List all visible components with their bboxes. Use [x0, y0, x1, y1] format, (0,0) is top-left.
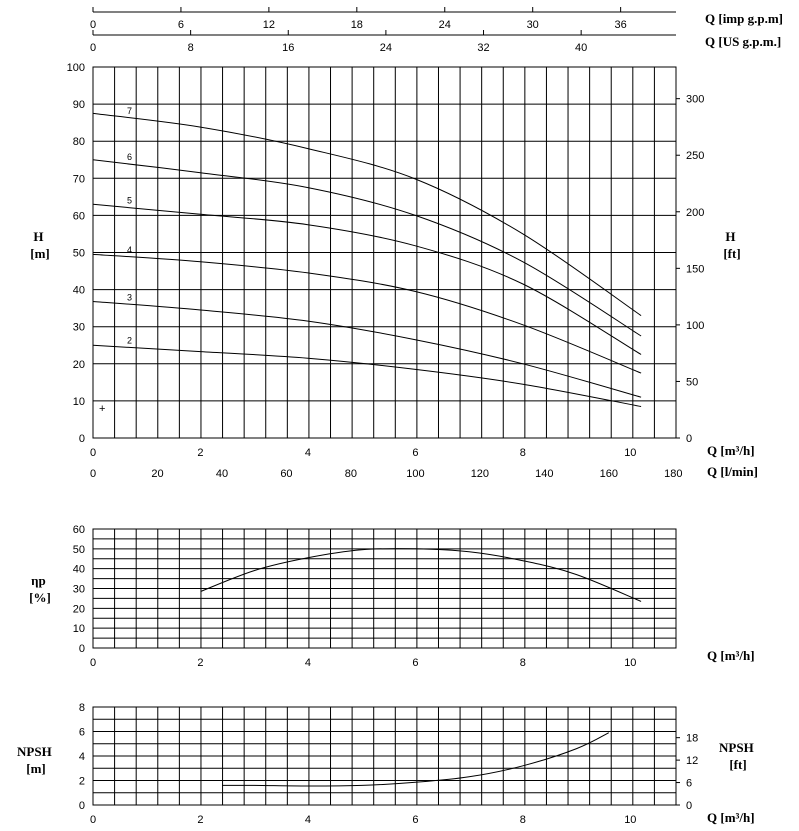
us-gpm-ticks [90, 30, 587, 54]
head-curve-label-3: 3 [127, 292, 133, 303]
npsh-flow-tick-label: 4 [304, 814, 311, 826]
efficiency-flow-tick-label: 2 [197, 657, 204, 669]
head-m-label-symbol: H [33, 229, 44, 244]
npsh-ft-axis-label [719, 740, 757, 772]
imp-gpm-tick-label: 12 [262, 19, 276, 31]
head-curve-label-7: 7 [127, 106, 133, 117]
npsh-flow-tick-label: 2 [197, 814, 204, 826]
head-curve-label-5: 5 [127, 195, 133, 206]
head-ft-tick-label: 0 [686, 433, 693, 445]
npsh-chart [17, 702, 757, 826]
start-marker: + [99, 403, 106, 415]
head-m3h-tick-label: 2 [197, 447, 204, 459]
head-m-tick-label: 90 [72, 99, 85, 112]
head-flow-lmin-axis-label: Q [l/min] [707, 464, 758, 479]
top-flow-axes [90, 7, 783, 54]
efficiency-chart-grid [93, 529, 676, 648]
head-ft-label-unit: [ft] [723, 246, 741, 261]
npsh-m-axis-label [17, 744, 55, 776]
efficiency-tick-label: 0 [78, 643, 85, 655]
efficiency-tick-label: 60 [72, 524, 85, 536]
head-curve-label-6: 6 [127, 152, 133, 163]
efficiency-flow-tick-label: 8 [519, 657, 526, 669]
npsh-ft-tick-label: 0 [686, 800, 693, 812]
head-lmin-tick-label: 40 [215, 468, 229, 480]
head-lmin-tick-label: 100 [406, 468, 425, 480]
head-m-tick-label: 30 [72, 321, 85, 334]
head-m-tick-label: 80 [72, 136, 85, 149]
npsh-chart-ticks [79, 702, 698, 826]
npsh-ft-tick-label: 18 [686, 732, 699, 745]
efficiency-tick-label: 30 [72, 583, 85, 596]
npsh-ft-label-symbol: NPSH [719, 740, 754, 755]
efficiency-flow-axis-label: Q [m³/h] [707, 648, 755, 663]
head-lmin-tick-label: 140 [535, 468, 554, 480]
imp-gpm-tick-label: 24 [438, 19, 451, 31]
efficiency-tick-label: 20 [72, 603, 85, 616]
head-ft-tick-label: 300 [686, 93, 705, 106]
imp-gpm-tick-label: 6 [177, 19, 185, 31]
head-m-tick-label: 100 [66, 62, 85, 74]
efficiency-label-symbol: ηp [31, 573, 46, 588]
npsh-m-tick-label: 4 [78, 751, 85, 763]
head-chart-ticks [67, 62, 705, 480]
imp-gpm-tick-label: 18 [350, 19, 363, 31]
npsh-m-label-unit: [m] [26, 761, 46, 776]
head-ft-tick-label: 200 [686, 206, 705, 219]
npsh-m-tick-label: 2 [78, 775, 85, 788]
head-ft-tick-label: 250 [686, 150, 705, 163]
npsh-chart-grid [93, 707, 676, 805]
npsh-m-tick-label: 0 [78, 800, 85, 812]
head-curves [93, 106, 641, 406]
imp-gpm-tick-label: 0 [89, 19, 97, 31]
imp-gpm-ticks [90, 7, 627, 31]
efficiency-label-unit: [%] [29, 590, 51, 605]
us-gpm-tick-label: 24 [379, 42, 393, 54]
us-gpm-axis-label: Q [US g.p.m.] [705, 34, 782, 49]
head-lmin-tick-label: 80 [344, 468, 358, 480]
npsh-m-label-symbol: NPSH [17, 744, 52, 759]
efficiency-curve-line [201, 549, 642, 602]
head-curve-label-2: 2 [127, 335, 133, 346]
head-m-tick-label: 10 [72, 395, 85, 408]
head-curve-stages-6 [93, 160, 641, 336]
head-m3h-tick-label: 0 [89, 447, 97, 459]
head-curve-stages-4 [93, 254, 641, 373]
head-lmin-tick-label: 0 [89, 468, 97, 480]
head-curve-stages-2 [93, 345, 641, 406]
npsh-flow-tick-label: 8 [519, 814, 526, 826]
npsh-m-tick-label: 8 [78, 702, 85, 714]
head-m-tick-label: 20 [72, 358, 85, 371]
head-m-tick-label: 0 [78, 433, 85, 445]
head-m3h-tick-label: 8 [519, 447, 526, 459]
head-ft-tick-label: 50 [686, 376, 699, 389]
head-m-tick-label: 50 [72, 247, 85, 260]
efficiency-flow-tick-label: 6 [412, 657, 419, 669]
efficiency-flow-tick-label: 4 [304, 657, 311, 669]
efficiency-axis-label [29, 573, 51, 605]
head-m-tick-label: 40 [72, 284, 85, 297]
head-ft-tick-label: 150 [686, 263, 705, 276]
head-ft-axis-label [723, 229, 740, 261]
us-gpm-tick-label: 32 [477, 42, 490, 54]
head-chart [30, 62, 758, 480]
head-curve-stages-3 [93, 302, 641, 398]
imp-gpm-axis-label: Q [imp g.p.m] [705, 11, 783, 26]
efficiency-flow-tick-label: 0 [89, 657, 97, 669]
us-gpm-tick-label: 40 [575, 42, 588, 54]
head-m3h-tick-label: 10 [624, 447, 637, 459]
npsh-flow-tick-label: 0 [89, 814, 97, 826]
head-flow-m3h-axis-label: Q [m³/h] [707, 443, 755, 458]
head-m-tick-label: 70 [72, 173, 85, 186]
us-gpm-tick-label: 0 [89, 42, 97, 54]
npsh-flow-axis-label: Q [m³/h] [707, 810, 755, 825]
head-ft-tick-label: 100 [686, 319, 705, 332]
head-m-axis-label [30, 229, 50, 261]
imp-gpm-tick-label: 36 [614, 19, 627, 31]
us-gpm-tick-label: 8 [187, 42, 194, 54]
efficiency-tick-label: 50 [72, 543, 85, 556]
npsh-flow-tick-label: 10 [624, 814, 637, 826]
head-m3h-tick-label: 4 [304, 447, 311, 459]
head-m3h-tick-label: 6 [412, 447, 419, 459]
head-lmin-tick-label: 60 [280, 468, 293, 480]
efficiency-tick-label: 10 [72, 623, 85, 636]
head-m-label-unit: [m] [30, 246, 50, 261]
head-curve-stages-7 [93, 113, 641, 315]
head-lmin-tick-label: 180 [664, 468, 683, 480]
head-lmin-tick-label: 20 [151, 468, 164, 480]
head-ft-label-symbol: H [725, 229, 736, 244]
head-curve-stages-5 [93, 204, 641, 354]
head-curve-label-4: 4 [127, 244, 133, 255]
head-lmin-tick-label: 120 [470, 468, 490, 480]
head-m-tick-label: 60 [72, 210, 85, 223]
npsh-curve [222, 733, 609, 786]
npsh-ft-label-unit: [ft] [729, 757, 747, 772]
npsh-flow-tick-label: 6 [412, 814, 419, 826]
imp-gpm-tick-label: 30 [526, 19, 539, 31]
head-lmin-tick-label: 160 [599, 468, 619, 480]
npsh-m-tick-label: 6 [78, 726, 85, 739]
us-gpm-tick-label: 16 [282, 42, 295, 54]
efficiency-curve [201, 549, 642, 602]
efficiency-chart [29, 524, 754, 669]
efficiency-tick-label: 40 [72, 563, 85, 576]
efficiency-flow-tick-label: 10 [624, 657, 637, 669]
npsh-ft-tick-label: 6 [686, 777, 693, 790]
npsh-curve-line [222, 733, 609, 786]
npsh-ft-tick-label: 12 [686, 755, 699, 768]
